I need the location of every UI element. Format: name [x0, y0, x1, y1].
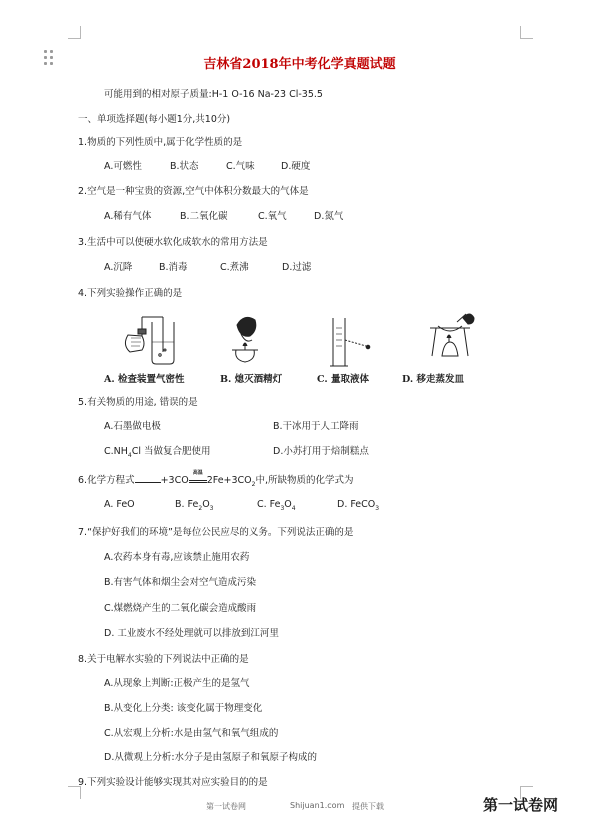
q3-option-c: C.煮沸: [220, 262, 249, 273]
q7-option-c: C.煤燃烧产生的二氧化碳会造成酸雨: [104, 603, 257, 614]
page-title: 吉林省2018年中考化学真题试题: [203, 57, 396, 72]
q2-option-c: C.氧气: [258, 211, 287, 222]
q8-option-b: B.从变化上分类: 该变化属于物理变化: [104, 703, 263, 714]
question-9-stem: 9.下列实验设计能够实现其对应实验目的的是: [78, 777, 268, 788]
question-4-stem: 4.下列实验操作正确的是: [78, 288, 183, 299]
question-8-stem: 8.关于电解水实验的下列说法中正确的是: [78, 654, 249, 665]
q1-option-d: D.硬度: [281, 161, 311, 172]
question-6-stem: 6.化学方程式 +3CO 高温 $2Fe+3CO_2$中,所缺物质的化学式为: [78, 470, 354, 488]
q1-option-c: C.气味: [226, 161, 255, 172]
q1-option-a: A.可燃性: [104, 161, 142, 172]
question-2-stem: 2.空气是一种宝贵的资源,空气中体积分数最大的气体是: [78, 186, 309, 197]
figure-d-evaporating-dish: [430, 314, 474, 356]
q1-option-b: B.状态: [170, 161, 199, 172]
q3-option-b: B.消毒: [159, 262, 188, 273]
footer-site-name: 第一试卷网: [206, 802, 246, 811]
question-3-stem: 3.生活中可以使硬水软化成软水的常用方法是: [78, 237, 268, 248]
reaction-condition: 高温: [189, 476, 207, 483]
q6-option-c: C. $Fe_3O_4$: [257, 499, 296, 512]
q6-option-a: A. FeO: [104, 499, 135, 510]
q7-option-b: B.有害气体和烟尘会对空气造成污染: [104, 577, 257, 588]
q8-option-d: D.从微观上分析:水分子是由氢原子和氧原子构成的: [104, 752, 318, 763]
q5-option-a: A.石墨做电极: [104, 421, 161, 432]
figure-b-alcohol-lamp: [232, 317, 258, 362]
footer-provide: 提供下载: [352, 802, 384, 811]
q6-option-b: B. $Fe_2O_3$: [175, 499, 214, 512]
section-heading: 一、单项选择题(每小题1分,共10分): [78, 114, 231, 125]
q2-option-d: D.氮气: [314, 211, 344, 222]
q2-option-a: A.稀有气体: [104, 211, 152, 222]
figure-c-measuring-cylinder: [330, 318, 370, 366]
q5-option-b: B.干冰用于人工降雨: [273, 421, 359, 432]
footer-url[interactable]: Shijuan1.com: [290, 801, 345, 810]
q4-option-b: B. 熄灭酒精灯: [220, 374, 283, 385]
q4-option-d: D. 移走蒸发皿: [402, 374, 465, 385]
question-5-stem: 5.有关物质的用途, 错误的是: [78, 397, 198, 408]
q7-option-a: A.农药本身有毒,应该禁止施用农药: [104, 552, 250, 563]
q8-option-a: A.从现象上判断:正极产生的是氢气: [104, 678, 250, 689]
q5-option-d: D.小苏打用于焙制糕点: [273, 446, 369, 457]
question-1-stem: 1.物质的下列性质中,属于化学性质的是: [78, 137, 243, 148]
q4-option-a: A. 检查装置气密性: [104, 374, 185, 385]
watermark-logo: 第一试卷网: [483, 796, 559, 814]
q8-option-c: C.从宏观上分析:水是由氢气和氧气组成的: [104, 728, 279, 739]
figure-a-airtightness: [125, 317, 174, 364]
q3-option-a: A.沉降: [104, 262, 133, 273]
q7-option-d: D. 工业废水不经处理就可以排放到江河里: [104, 628, 279, 639]
atomic-mass-line: 可能用到的相对原子质量:H-1 O-16 Na-23 Cl-35.5: [104, 89, 323, 100]
q4-option-c: C. 量取液体: [317, 374, 370, 385]
q2-option-b: B.二氧化碳: [180, 211, 228, 222]
q3-option-d: D.过滤: [282, 262, 312, 273]
question-7-stem: 7.“保护好我们的环境”是每位公民应尽的义务。下列说法正确的是: [78, 527, 354, 538]
q5-option-c: $C.NH_4Cl$ 当做复合肥使用: [104, 446, 211, 459]
q6-option-d: D. FeCO$_3$: [337, 499, 380, 512]
answer-blank: [135, 474, 161, 483]
